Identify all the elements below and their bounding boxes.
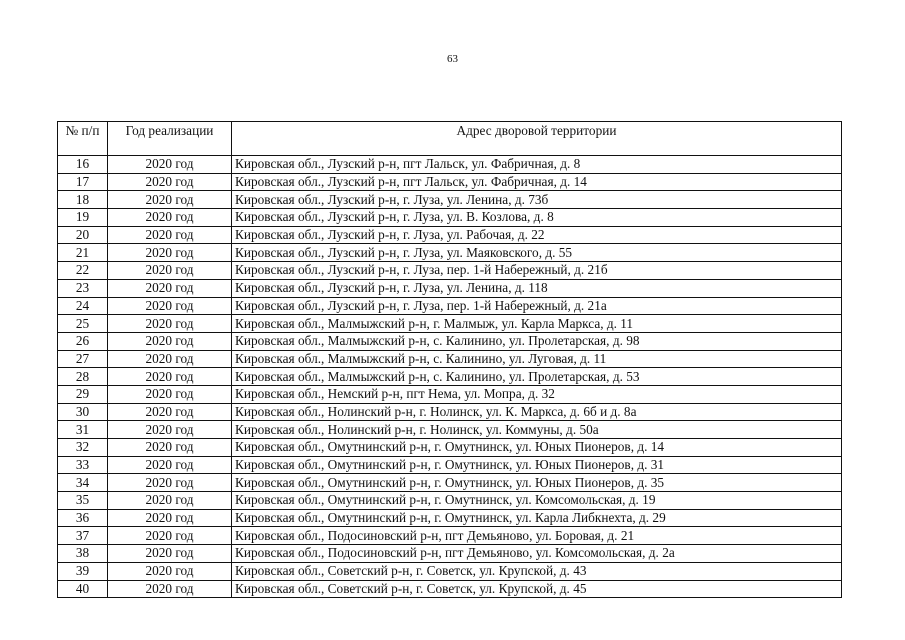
row-year: 2020 год [108, 580, 232, 598]
row-address: Кировская обл., Советский р-н, г. Советск, ул. Крупской, д. 45 [232, 580, 842, 598]
row-number: 33 [58, 456, 108, 474]
table-row [58, 509, 842, 527]
table-row [58, 456, 842, 474]
table-row [58, 156, 842, 174]
row-address: Кировская обл., Лузский р-н, пгт Лальск, ул. Фабричная, д. 8 [232, 156, 842, 174]
table-row [58, 262, 842, 280]
row-address: Кировская обл., Омутнинский р-н, г. Омутнинск, ул. Карла Либкнехта, д. 29 [232, 509, 842, 527]
row-number: 34 [58, 474, 108, 492]
row-number: 19 [58, 209, 108, 227]
row-year: 2020 год [108, 350, 232, 368]
row-year: 2020 год [108, 403, 232, 421]
table-row [58, 580, 842, 598]
row-address: Кировская обл., Немский р-н, пгт Нема, ул. Мопра, д. 32 [232, 385, 842, 403]
row-number: 38 [58, 545, 108, 563]
row-address: Кировская обл., Лузский р-н, г. Луза, пер. 1-й Набережный, д. 21а [232, 297, 842, 315]
row-number: 37 [58, 527, 108, 545]
row-year: 2020 год [108, 545, 232, 563]
header-year: Год реализации [108, 122, 232, 156]
row-year: 2020 год [108, 262, 232, 280]
table-row [58, 368, 842, 386]
row-number: 30 [58, 403, 108, 421]
row-address: Кировская обл., Омутнинский р-н, г. Омутнинск, ул. Юных Пионеров, д. 35 [232, 474, 842, 492]
row-year: 2020 год [108, 527, 232, 545]
table-row [58, 315, 842, 333]
row-address: Кировская обл., Лузский р-н, г. Луза, пер. 1-й Набережный, д. 21б [232, 262, 842, 280]
row-year: 2020 год [108, 173, 232, 191]
row-address: Кировская обл., Малмыжский р-н, с. Калинино, ул. Пролетарская, д. 53 [232, 368, 842, 386]
header-num: № п/п [58, 122, 108, 156]
row-address: Кировская обл., Лузский р-н, г. Луза, ул. Маяковского, д. 55 [232, 244, 842, 262]
row-number: 36 [58, 509, 108, 527]
row-year: 2020 год [108, 368, 232, 386]
row-address: Кировская обл., Малмыжский р-н, с. Калинино, ул. Луговая, д. 11 [232, 350, 842, 368]
table-row [58, 297, 842, 315]
table-row [58, 279, 842, 297]
row-address: Кировская обл., Лузский р-н, г. Луза, ул. Ленина, д. 118 [232, 279, 842, 297]
row-year: 2020 год [108, 297, 232, 315]
table-row [58, 545, 842, 563]
row-address: Кировская обл., Омутнинский р-н, г. Омутнинск, ул. Юных Пионеров, д. 31 [232, 456, 842, 474]
row-number: 18 [58, 191, 108, 209]
table-row [58, 492, 842, 510]
row-number: 21 [58, 244, 108, 262]
table-row [58, 173, 842, 191]
table-row [58, 527, 842, 545]
row-year: 2020 год [108, 226, 232, 244]
row-number: 17 [58, 173, 108, 191]
row-address: Кировская обл., Лузский р-н, г. Луза, ул. Рабочая, д. 22 [232, 226, 842, 244]
address-table [57, 121, 842, 598]
header-address: Адрес дворовой территории [232, 122, 842, 156]
table-row [58, 191, 842, 209]
page-number: 63 [447, 53, 458, 65]
row-number: 28 [58, 368, 108, 386]
row-year: 2020 год [108, 456, 232, 474]
row-number: 25 [58, 315, 108, 333]
row-year: 2020 год [108, 439, 232, 457]
row-address: Кировская обл., Советский р-н, г. Советск, ул. Крупской, д. 43 [232, 562, 842, 580]
row-year: 2020 год [108, 191, 232, 209]
row-year: 2020 год [108, 492, 232, 510]
row-address: Кировская обл., Омутнинский р-н, г. Омутнинск, ул. Юных Пионеров, д. 14 [232, 439, 842, 457]
row-number: 29 [58, 385, 108, 403]
table-row [58, 439, 842, 457]
table-row [58, 244, 842, 262]
row-address: Кировская обл., Лузский р-н, пгт Лальск, ул. Фабричная, д. 14 [232, 173, 842, 191]
row-address: Кировская обл., Нолинский р-н, г. Нолинск, ул. Коммуны, д. 50а [232, 421, 842, 439]
row-number: 26 [58, 332, 108, 350]
row-number: 23 [58, 279, 108, 297]
row-year: 2020 год [108, 315, 232, 333]
row-number: 31 [58, 421, 108, 439]
table-row [58, 350, 842, 368]
row-year: 2020 год [108, 156, 232, 174]
row-number: 20 [58, 226, 108, 244]
table-row [58, 403, 842, 421]
row-number: 32 [58, 439, 108, 457]
table-row [58, 474, 842, 492]
row-year: 2020 год [108, 509, 232, 527]
row-address: Кировская обл., Малмыжский р-н, с. Калинино, ул. Пролетарская, д. 98 [232, 332, 842, 350]
row-year: 2020 год [108, 421, 232, 439]
row-address: Кировская обл., Подосиновский р-н, пгт Демьяново, ул. Боровая, д. 21 [232, 527, 842, 545]
row-year: 2020 год [108, 562, 232, 580]
row-year: 2020 год [108, 385, 232, 403]
table-row [58, 332, 842, 350]
table-body [58, 156, 842, 598]
row-address: Кировская обл., Нолинский р-н, г. Нолинск, ул. К. Маркса, д. 6б и д. 8а [232, 403, 842, 421]
row-year: 2020 год [108, 279, 232, 297]
row-address: Кировская обл., Омутнинский р-н, г. Омутнинск, ул. Комсомольская, д. 19 [232, 492, 842, 510]
row-number: 24 [58, 297, 108, 315]
row-number: 40 [58, 580, 108, 598]
table-row [58, 209, 842, 227]
row-address: Кировская обл., Малмыжский р-н, г. Малмыж, ул. Карла Маркса, д. 11 [232, 315, 842, 333]
row-year: 2020 год [108, 474, 232, 492]
row-number: 35 [58, 492, 108, 510]
row-year: 2020 год [108, 332, 232, 350]
row-year: 2020 год [108, 244, 232, 262]
row-number: 16 [58, 156, 108, 174]
row-number: 39 [58, 562, 108, 580]
table-row [58, 226, 842, 244]
table-row [58, 385, 842, 403]
row-year: 2020 год [108, 209, 232, 227]
row-number: 27 [58, 350, 108, 368]
row-address: Кировская обл., Подосиновский р-н, пгт Демьяново, ул. Комсомольская, д. 2а [232, 545, 842, 563]
table-row [58, 562, 842, 580]
row-number: 22 [58, 262, 108, 280]
row-address: Кировская обл., Лузский р-н, г. Луза, ул. Ленина, д. 73б [232, 191, 842, 209]
row-address: Кировская обл., Лузский р-н, г. Луза, ул. В. Козлова, д. 8 [232, 209, 842, 227]
table-row [58, 421, 842, 439]
table-header-row [58, 122, 842, 156]
